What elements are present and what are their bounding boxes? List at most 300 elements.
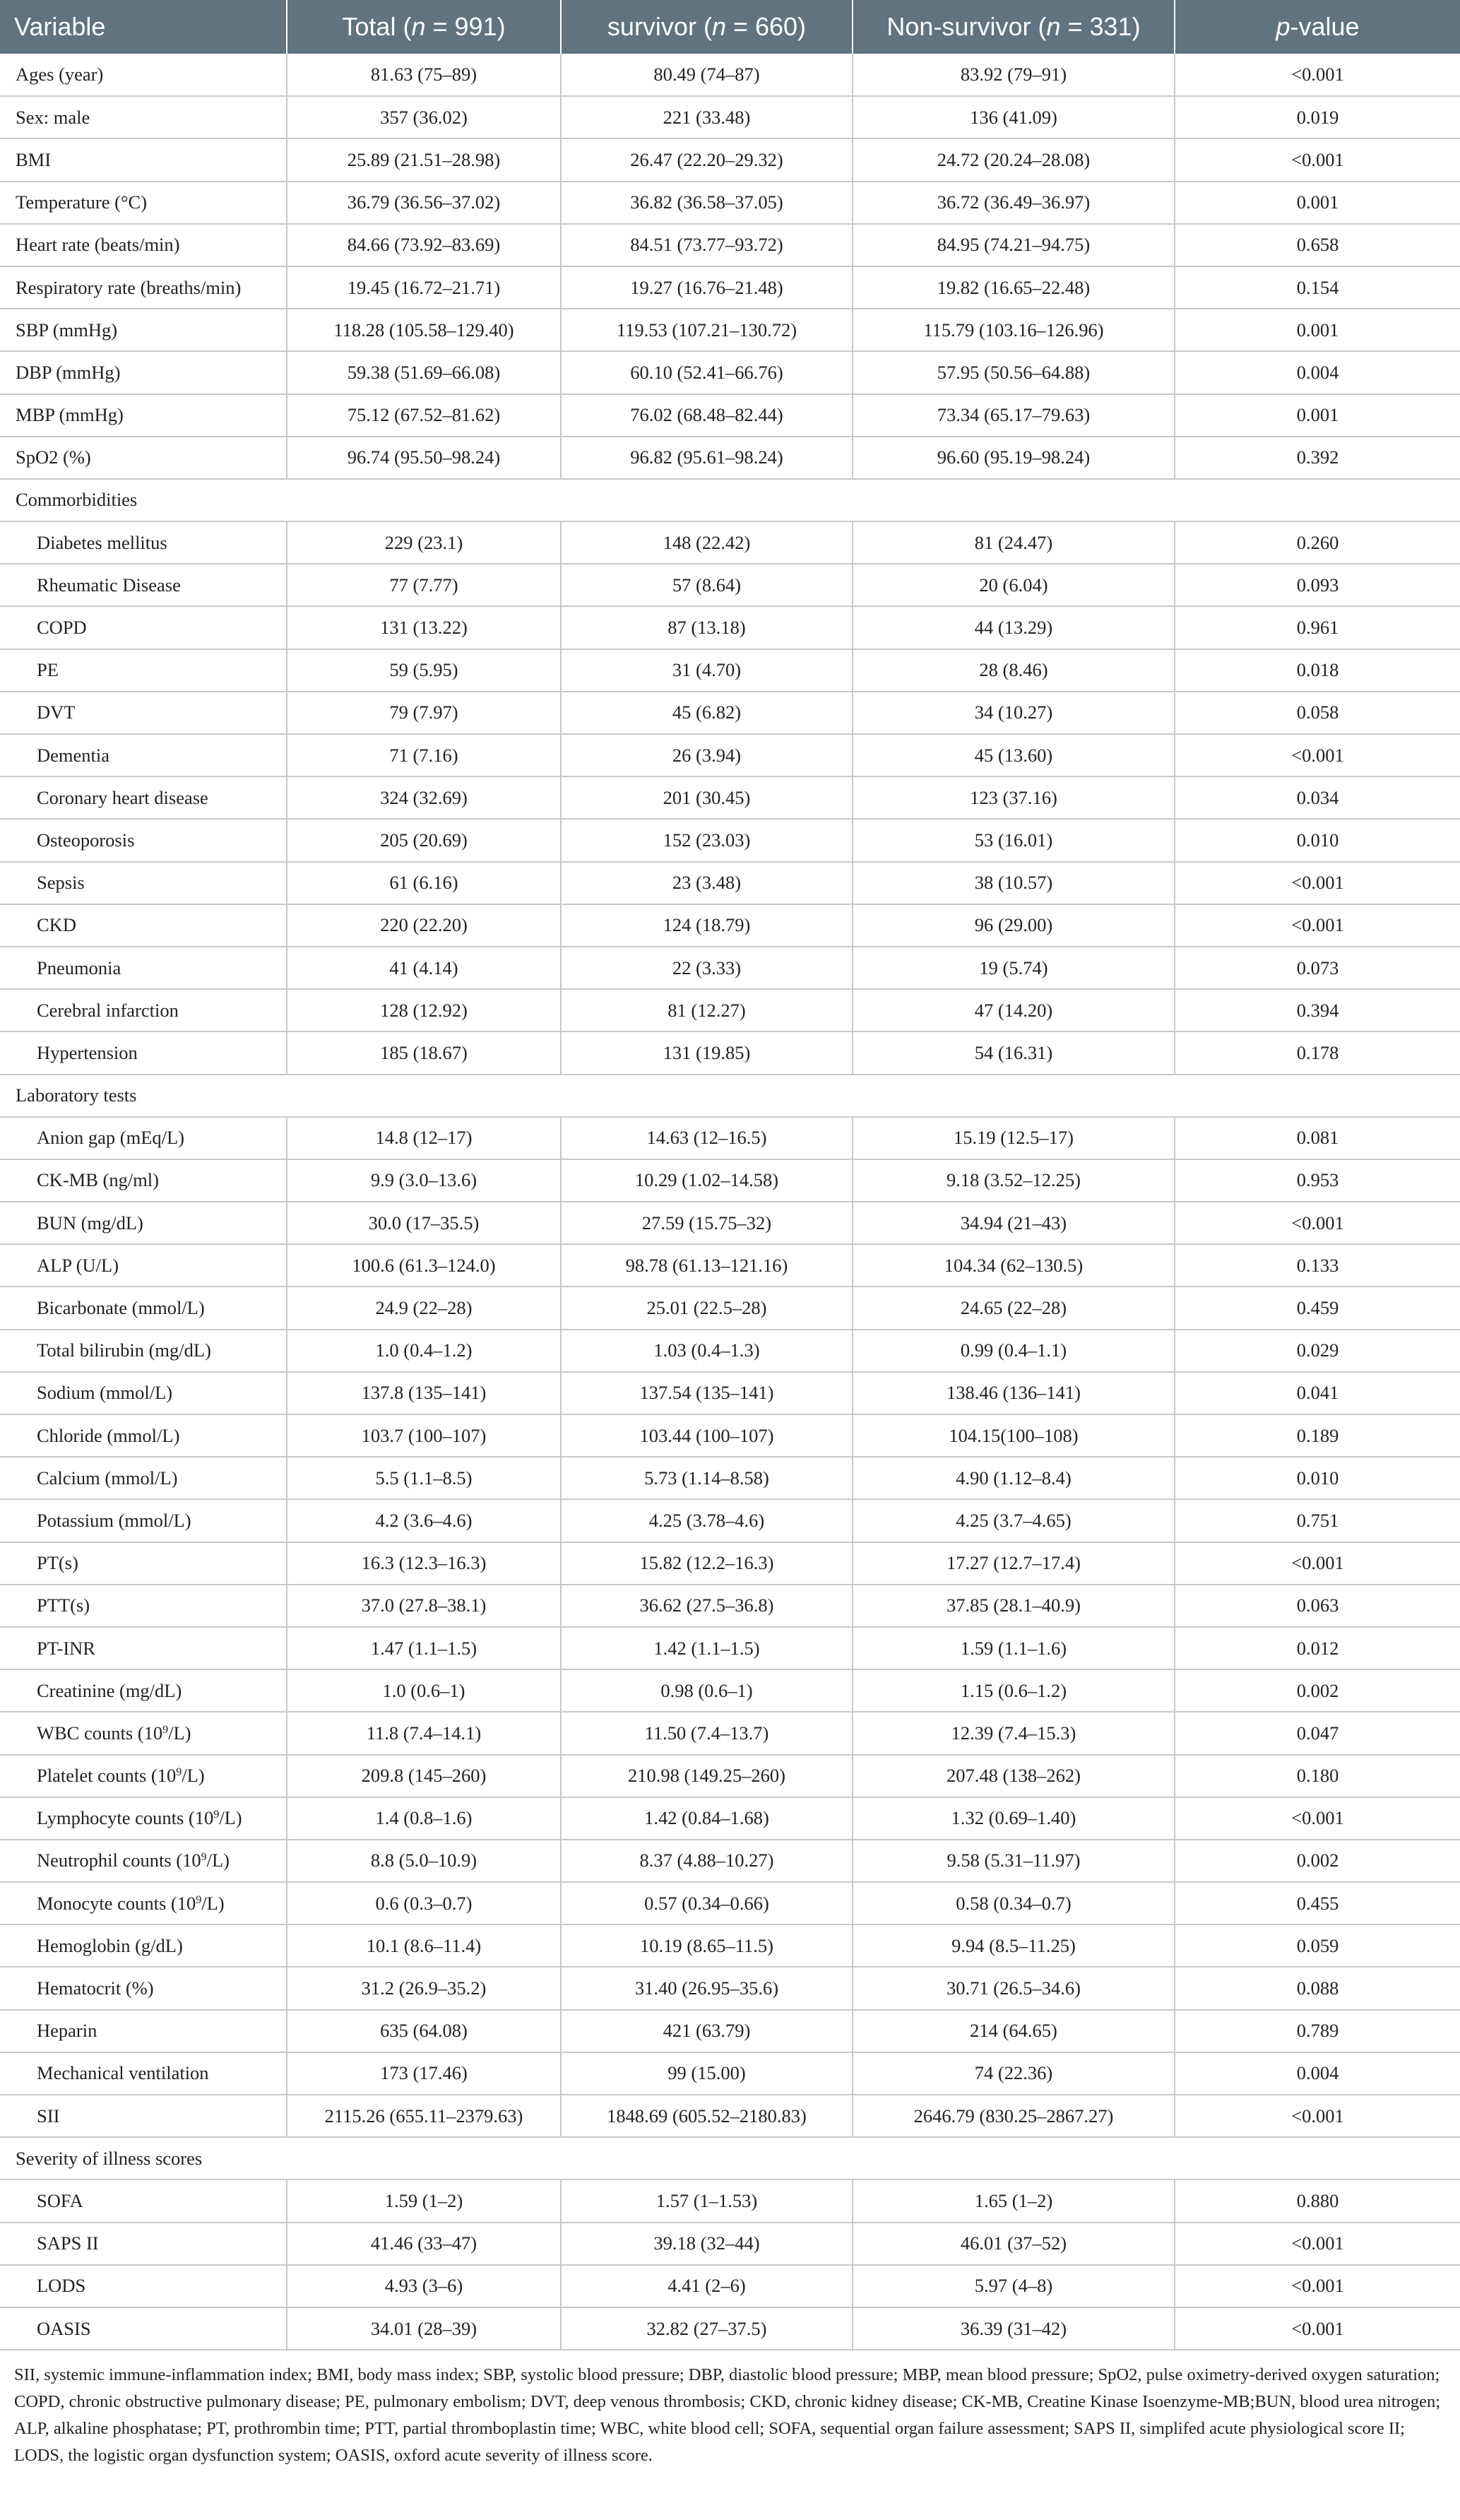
cell-pvalue: 0.002 (1175, 1669, 1460, 1712)
cell-total: 131 (13.22) (287, 606, 561, 649)
cell-survivor: 31 (4.70) (561, 649, 853, 692)
section-header-row (0, 2137, 1460, 2179)
cell-total: 1.59 (1–2) (287, 2179, 561, 2222)
cell-survivor: 27.59 (15.75–32) (561, 1202, 853, 1244)
section-title: Severity of illness scores (0, 2137, 1460, 2179)
section-title: Commorbidities (0, 479, 1460, 521)
cell-pvalue: <0.001 (1175, 904, 1460, 947)
cell-survivor: 1848.69 (605.52–2180.83) (561, 2095, 853, 2137)
cell-variable: SOFA (0, 2179, 287, 2222)
cell-nonsurvivor: 4.25 (3.7–4.65) (853, 1499, 1175, 1542)
table-row (0, 606, 1460, 649)
cell-nonsurvivor: 74 (22.36) (853, 2052, 1175, 2095)
cell-pvalue: 0.019 (1175, 96, 1460, 138)
cell-survivor: 36.62 (27.5–36.8) (561, 1585, 853, 1627)
cell-variable: Hematocrit (%) (0, 1967, 287, 2009)
table-body (0, 54, 1460, 2350)
cell-total: 635 (64.08) (287, 2010, 561, 2052)
cell-total: 37.0 (27.8–38.1) (287, 1585, 561, 1627)
cell-total: 59.38 (51.69–66.08) (287, 351, 561, 394)
cell-nonsurvivor: 45 (13.60) (853, 734, 1175, 776)
cell-pvalue: 0.459 (1175, 1286, 1460, 1329)
cell-total: 10.1 (8.6–11.4) (287, 1924, 561, 1967)
cell-pvalue: <0.001 (1175, 54, 1460, 96)
cell-nonsurvivor: 104.34 (62–130.5) (853, 1244, 1175, 1286)
cell-variable: Hypertension (0, 1031, 287, 1074)
cell-survivor: 11.50 (7.4–13.7) (561, 1712, 853, 1754)
table-row (0, 819, 1460, 861)
header-pvalue: p-value (1175, 0, 1460, 54)
cell-total: 1.47 (1.1–1.5) (287, 1627, 561, 1669)
cell-nonsurvivor: 24.72 (20.24–28.08) (853, 138, 1175, 181)
section-header-row (0, 1075, 1460, 1117)
cell-total: 0.6 (0.3–0.7) (287, 1882, 561, 1924)
cell-survivor: 76.02 (68.48–82.44) (561, 394, 853, 437)
cell-nonsurvivor: 81 (24.47) (853, 521, 1175, 564)
cell-nonsurvivor: 136 (41.09) (853, 96, 1175, 138)
cell-pvalue: 0.059 (1175, 1924, 1460, 1967)
cell-survivor: 131 (19.85) (561, 1031, 853, 1074)
cell-total: 34.01 (28–39) (287, 2307, 561, 2350)
cell-pvalue: <0.001 (1175, 2265, 1460, 2307)
table-row (0, 1244, 1460, 1286)
table-row (0, 351, 1460, 394)
cell-survivor: 39.18 (32–44) (561, 2223, 853, 2265)
table-row (0, 1882, 1460, 1924)
cell-survivor: 124 (18.79) (561, 904, 853, 947)
cell-variable: PE (0, 649, 287, 692)
cell-total: 1.4 (0.8–1.6) (287, 1797, 561, 1840)
cell-variable: OASIS (0, 2307, 287, 2350)
cell-pvalue: 0.029 (1175, 1330, 1460, 1372)
section-header-row (0, 479, 1460, 521)
cell-variable: Diabetes mellitus (0, 521, 287, 564)
cell-nonsurvivor: 214 (64.65) (853, 2010, 1175, 2052)
cell-survivor: 152 (23.03) (561, 819, 853, 861)
cell-pvalue: 0.001 (1175, 394, 1460, 437)
cell-survivor: 84.51 (73.77–93.72) (561, 224, 853, 266)
cell-variable: PTT(s) (0, 1585, 287, 1627)
cell-variable: BUN (mg/dL) (0, 1202, 287, 1244)
cell-nonsurvivor: 1.32 (0.69–1.40) (853, 1797, 1175, 1840)
cell-pvalue: 0.004 (1175, 351, 1460, 394)
cell-nonsurvivor: 9.58 (5.31–11.97) (853, 1840, 1175, 1882)
cell-pvalue: <0.001 (1175, 2223, 1460, 2265)
cell-total: 220 (22.20) (287, 904, 561, 947)
table-row (0, 394, 1460, 437)
cell-total: 2115.26 (655.11–2379.63) (287, 2095, 561, 2137)
cell-survivor: 1.57 (1–1.53) (561, 2179, 853, 2222)
cell-survivor: 201 (30.45) (561, 776, 853, 819)
table-row (0, 1797, 1460, 1840)
cell-pvalue: 0.063 (1175, 1585, 1460, 1627)
table-row (0, 734, 1460, 776)
cell-nonsurvivor: 15.19 (12.5–17) (853, 1117, 1175, 1159)
cell-nonsurvivor: 28 (8.46) (853, 649, 1175, 692)
table-row (0, 1967, 1460, 2009)
cell-variable: Potassium (mmol/L) (0, 1499, 287, 1542)
cell-variable: CK-MB (ng/ml) (0, 1159, 287, 1202)
cell-total: 75.12 (67.52–81.62) (287, 394, 561, 437)
cell-survivor: 99 (15.00) (561, 2052, 853, 2095)
cell-survivor: 25.01 (22.5–28) (561, 1286, 853, 1329)
table-row (0, 437, 1460, 479)
cell-total: 71 (7.16) (287, 734, 561, 776)
cell-survivor: 221 (33.48) (561, 96, 853, 138)
cell-total: 209.8 (145–260) (287, 1755, 561, 1797)
cell-total: 205 (20.69) (287, 819, 561, 861)
cell-nonsurvivor: 9.18 (3.52–12.25) (853, 1159, 1175, 1202)
table-row (0, 862, 1460, 904)
table-row (0, 904, 1460, 947)
cell-total: 8.8 (5.0–10.9) (287, 1840, 561, 1882)
table-row (0, 2095, 1460, 2137)
cell-total: 100.6 (61.3–124.0) (287, 1244, 561, 1286)
cell-pvalue: 0.001 (1175, 182, 1460, 224)
cell-survivor: 119.53 (107.21–130.72) (561, 309, 853, 351)
cell-pvalue: 0.180 (1175, 1755, 1460, 1797)
table-row (0, 1457, 1460, 1499)
cell-variable: MBP (mmHg) (0, 394, 287, 437)
cell-nonsurvivor: 24.65 (22–28) (853, 1286, 1175, 1329)
table-row (0, 309, 1460, 351)
cell-pvalue: 0.081 (1175, 1117, 1460, 1159)
table-row (0, 1330, 1460, 1372)
cell-pvalue: 0.018 (1175, 649, 1460, 692)
cell-variable: Hemoglobin (g/dL) (0, 1924, 287, 1967)
cell-variable: Dementia (0, 734, 287, 776)
cell-pvalue: 0.004 (1175, 2052, 1460, 2095)
cell-survivor: 45 (6.82) (561, 692, 853, 734)
cell-nonsurvivor: 17.27 (12.7–17.4) (853, 1542, 1175, 1585)
cell-total: 357 (36.02) (287, 96, 561, 138)
cell-survivor: 80.49 (74–87) (561, 54, 853, 96)
cell-variable: ALP (U/L) (0, 1244, 287, 1286)
cell-nonsurvivor: 47 (14.20) (853, 989, 1175, 1031)
cell-survivor: 0.57 (0.34–0.66) (561, 1882, 853, 1924)
cell-total: 4.93 (3–6) (287, 2265, 561, 2307)
section-title: Laboratory tests (0, 1075, 1460, 1117)
cell-total: 24.9 (22–28) (287, 1286, 561, 1329)
cell-survivor: 10.19 (8.65–11.5) (561, 1924, 853, 1967)
cell-variable: Calcium (mmol/L) (0, 1457, 287, 1499)
cell-pvalue: 0.088 (1175, 1967, 1460, 2009)
cell-pvalue: 0.880 (1175, 2179, 1460, 2222)
cell-pvalue: 0.002 (1175, 1840, 1460, 1882)
cell-nonsurvivor: 84.95 (74.21–94.75) (853, 224, 1175, 266)
cell-survivor: 103.44 (100–107) (561, 1414, 853, 1457)
cell-pvalue: 0.073 (1175, 947, 1460, 989)
table-footnote: SII, systemic immune-inflammation index; BMI, body mass index; SBP, systolic blood pressure; DBP, diastolic blood pressure; MBP, mean blood pressure; SpO2, pulse oximetry-derived oxygen saturation; COPD, chronic obstructive pulmonary disease; PE, pulmonary embolism; DVT, deep venous thrombosis; CKD, chronic kidney disease; CK-MB, Creatine Kinase Isoenzyme-MB;BUN, blood urea nitrogen; ALP, alkaline phosphatase; PT, prothrombin time; PTT, partial thromboplastin time; WBC, white blood cell; SOFA, sequential organ failure assessment; SAPS II, simplifed acute physiological score II; LODS, the logistic organ dysfunction system; OASIS, oxford acute severity of illness score. (14, 2365, 1441, 2466)
cell-survivor: 32.82 (27–37.5) (561, 2307, 853, 2350)
cell-total: 84.66 (73.92–83.69) (287, 224, 561, 266)
cell-total: 4.2 (3.6–4.6) (287, 1499, 561, 1542)
cell-survivor: 19.27 (16.76–21.48) (561, 266, 853, 309)
table-row (0, 564, 1460, 606)
cell-survivor: 87 (13.18) (561, 606, 853, 649)
cell-nonsurvivor: 1.59 (1.1–1.6) (853, 1627, 1175, 1669)
cell-nonsurvivor: 34 (10.27) (853, 692, 1175, 734)
table-row (0, 1840, 1460, 1882)
cell-pvalue: <0.001 (1175, 1542, 1460, 1585)
cell-variable: Anion gap (mEq/L) (0, 1117, 287, 1159)
cell-nonsurvivor: 207.48 (138–262) (853, 1755, 1175, 1797)
cell-survivor: 26.47 (22.20–29.32) (561, 138, 853, 181)
cell-variable: Osteoporosis (0, 819, 287, 861)
cell-total: 229 (23.1) (287, 521, 561, 564)
cell-total: 16.3 (12.3–16.3) (287, 1542, 561, 1585)
cell-survivor: 8.37 (4.88–10.27) (561, 1840, 853, 1882)
table-row (0, 1286, 1460, 1329)
cell-pvalue: <0.001 (1175, 2095, 1460, 2137)
header-total: Total (n = 991) (287, 0, 561, 54)
cell-survivor: 26 (3.94) (561, 734, 853, 776)
table-row (0, 1414, 1460, 1457)
table-row (0, 224, 1460, 266)
cell-variable: Monocyte counts $(10^9/L)$ (0, 1882, 287, 1924)
cell-nonsurvivor: 53 (16.01) (853, 819, 1175, 861)
cell-nonsurvivor: 37.85 (28.1–40.9) (853, 1585, 1175, 1627)
cell-pvalue: 0.953 (1175, 1159, 1460, 1202)
cell-pvalue: 0.093 (1175, 564, 1460, 606)
table-row (0, 1117, 1460, 1159)
table-row (0, 1372, 1460, 1414)
cell-nonsurvivor: 138.46 (136–141) (853, 1372, 1175, 1414)
cell-total: 61 (6.16) (287, 862, 561, 904)
cell-pvalue: 0.154 (1175, 266, 1460, 309)
cell-total: 41.46 (33–47) (287, 2223, 561, 2265)
cell-survivor: 23 (3.48) (561, 862, 853, 904)
cell-total: 25.89 (21.51–28.98) (287, 138, 561, 181)
cell-total: 36.79 (36.56–37.02) (287, 182, 561, 224)
cell-nonsurvivor: 73.34 (65.17–79.63) (853, 394, 1175, 437)
cell-nonsurvivor: 0.99 (0.4–1.1) (853, 1330, 1175, 1372)
cell-nonsurvivor: 36.72 (36.49–36.97) (853, 182, 1175, 224)
cell-pvalue: <0.001 (1175, 734, 1460, 776)
cell-pvalue: 0.260 (1175, 521, 1460, 564)
cell-total: 173 (17.46) (287, 2052, 561, 2095)
table-row (0, 1924, 1460, 1967)
cell-nonsurvivor: 115.79 (103.16–126.96) (853, 309, 1175, 351)
cell-total: 14.8 (12–17) (287, 1117, 561, 1159)
cell-nonsurvivor: 96 (29.00) (853, 904, 1175, 947)
cell-pvalue: 0.010 (1175, 819, 1460, 861)
cell-total: 103.7 (100–107) (287, 1414, 561, 1457)
cell-nonsurvivor: 1.65 (1–2) (853, 2179, 1175, 2222)
table-row (0, 2265, 1460, 2307)
table-row (0, 947, 1460, 989)
table-row (0, 521, 1460, 564)
table-row (0, 1159, 1460, 1202)
cell-variable: Creatinine (mg/dL) (0, 1669, 287, 1712)
cell-survivor: 36.82 (36.58–37.05) (561, 182, 853, 224)
cell-variable: SpO2 (%) (0, 437, 287, 479)
cell-variable: Heart rate (beats/min) (0, 224, 287, 266)
cell-pvalue: 0.034 (1175, 776, 1460, 819)
cell-total: 79 (7.97) (287, 692, 561, 734)
cell-total: 185 (18.67) (287, 1031, 561, 1074)
header-variable: Variable (0, 0, 287, 54)
cell-total: 41 (4.14) (287, 947, 561, 989)
cell-variable: Lymphocyte counts $(10^9/L)$ (0, 1797, 287, 1840)
table-row (0, 266, 1460, 309)
cell-nonsurvivor: 57.95 (50.56–64.88) (853, 351, 1175, 394)
cell-pvalue: 0.789 (1175, 2010, 1460, 2052)
cell-pvalue: 0.041 (1175, 1372, 1460, 1414)
cell-nonsurvivor: 83.92 (79–91) (853, 54, 1175, 96)
cell-variable: Coronary heart disease (0, 776, 287, 819)
cell-pvalue: 0.047 (1175, 1712, 1460, 1754)
table-row (0, 1542, 1460, 1585)
cell-variable: SBP (mmHg) (0, 309, 287, 351)
cell-total: 137.8 (135–141) (287, 1372, 561, 1414)
cell-pvalue: 0.012 (1175, 1627, 1460, 1669)
cell-nonsurvivor: 2646.79 (830.25–2867.27) (853, 2095, 1175, 2137)
cell-nonsurvivor: 44 (13.29) (853, 606, 1175, 649)
cell-pvalue: <0.001 (1175, 2307, 1460, 2350)
cell-variable: Pneumonia (0, 947, 287, 989)
cell-survivor: 210.98 (149.25–260) (561, 1755, 853, 1797)
cell-nonsurvivor: 4.90 (1.12–8.4) (853, 1457, 1175, 1499)
cell-survivor: 1.03 (0.4–1.3) (561, 1330, 853, 1372)
table-row (0, 1585, 1460, 1627)
cell-variable: SII (0, 2095, 287, 2137)
cell-total: 30.0 (17–35.5) (287, 1202, 561, 1244)
cell-pvalue: 0.658 (1175, 224, 1460, 266)
cell-nonsurvivor: 54 (16.31) (853, 1031, 1175, 1074)
table-row (0, 1669, 1460, 1712)
cell-pvalue: 0.961 (1175, 606, 1460, 649)
cell-variable: Ages (year) (0, 54, 287, 96)
cell-survivor: 421 (63.79) (561, 2010, 853, 2052)
cell-variable: Cerebral infarction (0, 989, 287, 1031)
cell-survivor: 14.63 (12–16.5) (561, 1117, 853, 1159)
cell-pvalue: 0.751 (1175, 1499, 1460, 1542)
table-row (0, 54, 1460, 96)
cell-pvalue: 0.058 (1175, 692, 1460, 734)
cell-variable: Sepsis (0, 862, 287, 904)
table-row (0, 182, 1460, 224)
cell-pvalue: 0.392 (1175, 437, 1460, 479)
cell-nonsurvivor: 0.58 (0.34–0.7) (853, 1882, 1175, 1924)
cell-nonsurvivor: 12.39 (7.4–15.3) (853, 1712, 1175, 1754)
table-row (0, 1499, 1460, 1542)
cell-variable: Respiratory rate (breaths/min) (0, 266, 287, 309)
cell-survivor: 81 (12.27) (561, 989, 853, 1031)
table-row (0, 776, 1460, 819)
table-row (0, 2052, 1460, 2095)
cell-variable: Temperature (°C) (0, 182, 287, 224)
table-row (0, 96, 1460, 138)
table-row (0, 1712, 1460, 1754)
table-row (0, 2307, 1460, 2350)
cell-nonsurvivor: 19 (5.74) (853, 947, 1175, 989)
cell-nonsurvivor: 5.97 (4–8) (853, 2265, 1175, 2307)
cell-survivor: 57 (8.64) (561, 564, 853, 606)
cell-variable: Sex: male (0, 96, 287, 138)
cell-nonsurvivor: 1.15 (0.6–1.2) (853, 1669, 1175, 1712)
cell-total: 128 (12.92) (287, 989, 561, 1031)
table-row (0, 692, 1460, 734)
cell-variable: Sodium (mmol/L) (0, 1372, 287, 1414)
table-row (0, 1202, 1460, 1244)
cell-total: 324 (32.69) (287, 776, 561, 819)
cell-survivor: 4.25 (3.78–4.6) (561, 1499, 853, 1542)
cell-variable: Total bilirubin (mg/dL) (0, 1330, 287, 1372)
cell-survivor: 1.42 (0.84–1.68) (561, 1797, 853, 1840)
cell-survivor: 96.82 (95.61–98.24) (561, 437, 853, 479)
cell-total: 9.9 (3.0–13.6) (287, 1159, 561, 1202)
cell-total: 59 (5.95) (287, 649, 561, 692)
cell-total: 1.0 (0.4–1.2) (287, 1330, 561, 1372)
cell-nonsurvivor: 36.39 (31–42) (853, 2307, 1175, 2350)
cell-nonsurvivor: 96.60 (95.19–98.24) (853, 437, 1175, 479)
cell-total: 31.2 (26.9–35.2) (287, 1967, 561, 2009)
cell-survivor: 98.78 (61.13–121.16) (561, 1244, 853, 1286)
header-nonsurvivor: Non-survivor (n = 331) (853, 0, 1175, 54)
cell-nonsurvivor: 46.01 (37–52) (853, 2223, 1175, 2265)
table-row (0, 138, 1460, 181)
cell-variable: Bicarbonate (mmol/L) (0, 1286, 287, 1329)
cell-survivor: 137.54 (135–141) (561, 1372, 853, 1414)
cell-total: 77 (7.77) (287, 564, 561, 606)
cell-total: 1.0 (0.6–1) (287, 1669, 561, 1712)
cell-pvalue: 0.010 (1175, 1457, 1460, 1499)
cell-pvalue: 0.133 (1175, 1244, 1460, 1286)
table-row (0, 2223, 1460, 2265)
table-row (0, 2010, 1460, 2052)
cell-pvalue: 0.001 (1175, 309, 1460, 351)
cell-variable: Heparin (0, 2010, 287, 2052)
table-row (0, 989, 1460, 1031)
table-row (0, 649, 1460, 692)
cell-total: 96.74 (95.50–98.24) (287, 437, 561, 479)
cell-total: 5.5 (1.1–8.5) (287, 1457, 561, 1499)
cell-variable: PT(s) (0, 1542, 287, 1585)
table-row (0, 1755, 1460, 1797)
cell-survivor: 60.10 (52.41–66.76) (561, 351, 853, 394)
cell-total: 81.63 (75–89) (287, 54, 561, 96)
cell-total: 118.28 (105.58–129.40) (287, 309, 561, 351)
cell-nonsurvivor: 123 (37.16) (853, 776, 1175, 819)
header-survivor: survivor (n = 660) (561, 0, 853, 54)
cell-pvalue: 0.394 (1175, 989, 1460, 1031)
cell-nonsurvivor: 9.94 (8.5–11.25) (853, 1924, 1175, 1967)
cell-variable: LODS (0, 2265, 287, 2307)
cell-variable: SAPS II (0, 2223, 287, 2265)
cell-variable: Neutrophil counts $(10^9/L)$ (0, 1840, 287, 1882)
cell-variable: WBC counts $(10^9/L)$ (0, 1712, 287, 1754)
table-header-row (0, 0, 1460, 54)
cell-pvalue: <0.001 (1175, 1202, 1460, 1244)
cell-survivor: 148 (22.42) (561, 521, 853, 564)
cell-variable: Chloride (mmol/L) (0, 1414, 287, 1457)
cell-pvalue: <0.001 (1175, 862, 1460, 904)
cell-nonsurvivor: 38 (10.57) (853, 862, 1175, 904)
cell-total: 19.45 (16.72–21.71) (287, 266, 561, 309)
table-row (0, 1031, 1460, 1074)
cell-variable: PT-INR (0, 1627, 287, 1669)
cell-pvalue: 0.455 (1175, 1882, 1460, 1924)
cell-survivor: 10.29 (1.02–14.58) (561, 1159, 853, 1202)
cell-nonsurvivor: 20 (6.04) (853, 564, 1175, 606)
cell-variable: Rheumatic Disease (0, 564, 287, 606)
cell-survivor: 5.73 (1.14–8.58) (561, 1457, 853, 1499)
cell-variable: Mechanical ventilation (0, 2052, 287, 2095)
cell-nonsurvivor: 19.82 (16.65–22.48) (853, 266, 1175, 309)
cell-variable: BMI (0, 138, 287, 181)
cell-variable: COPD (0, 606, 287, 649)
